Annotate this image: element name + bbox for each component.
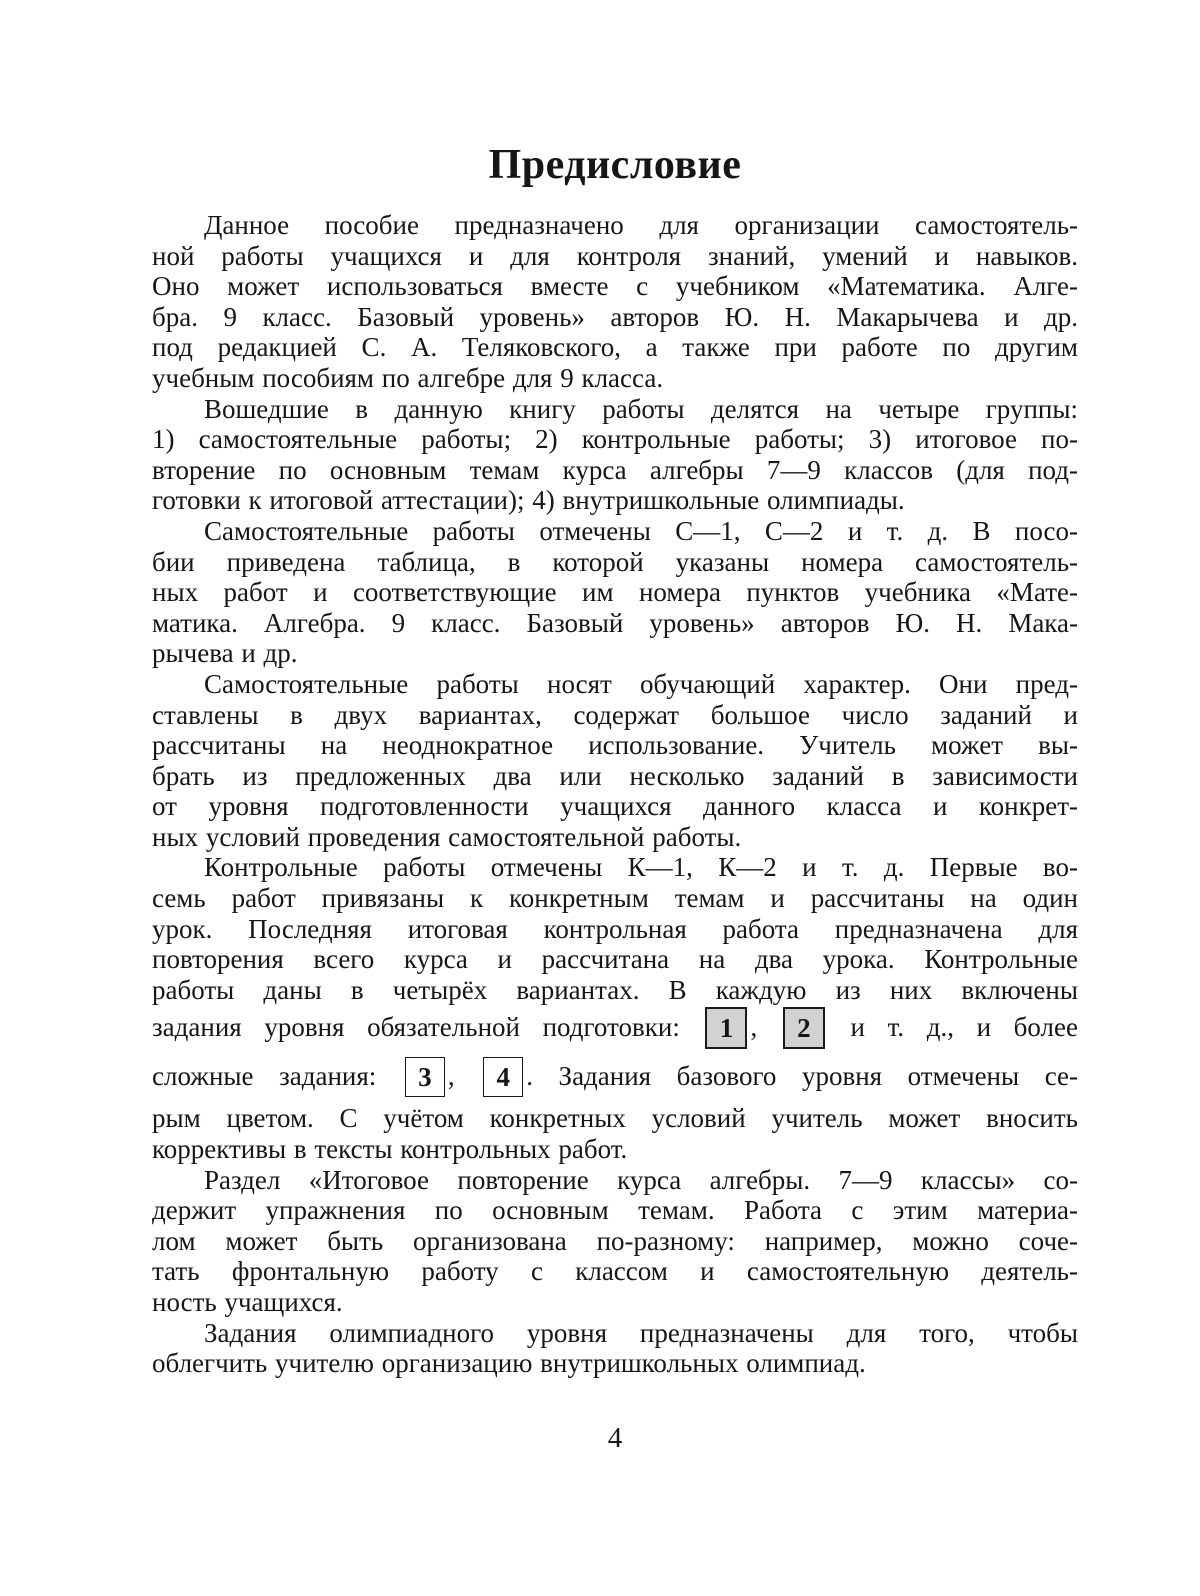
text-segment: лом может быть организована по-разному: например, можно соче- <box>152 1225 1078 1256</box>
text-line <box>152 1103 1078 1134</box>
text-line <box>152 1287 1078 1318</box>
text-segment: Самостоятельные работы отмечены С—1, С—2 и т. д. В посо- <box>204 515 1078 546</box>
text-segment: готовки к итоговой аттестации); 4) внутришкольные олимпиады. <box>152 485 905 516</box>
text-segment: бии приведена таблица, в которой указаны номера самостоятель- <box>152 546 1078 577</box>
text-line <box>152 944 1078 975</box>
text-segment: задания уровня обязательной подготовки: <box>152 1012 703 1043</box>
paragraph <box>152 210 1078 394</box>
text-segment: держит упражнения по основным темам. Работа с этим материа- <box>152 1195 1078 1226</box>
text-segment: Контрольные работы отмечены К—1, К—2 и т. д. Первые во- <box>204 852 1078 883</box>
text-segment: Данное пособие предназначено для организации самостоятель- <box>204 210 1078 240</box>
text-line <box>152 241 1078 272</box>
text-segment: ных условий проведения самостоятельной работы. <box>152 821 742 852</box>
paragraph <box>152 852 1078 1164</box>
text-segment: облегчить учителю организацию внутришкольных олимпиад. <box>152 1348 866 1379</box>
paragraph <box>152 394 1078 516</box>
text-line <box>152 1134 1078 1165</box>
text-line <box>152 394 1078 425</box>
text-line <box>152 852 1078 883</box>
text-segment: учебным пособиям по алгебре для 9 класса. <box>152 362 664 393</box>
text-line <box>152 516 1078 547</box>
text-line <box>152 1256 1078 1287</box>
text-line <box>152 271 1078 302</box>
text-segment: урок. Последняя итоговая контрольная работа предназначена для <box>152 913 1078 944</box>
text-segment: 1) самостоятельные работы; 2) контрольные работы; 3) итоговое по- <box>152 424 1078 455</box>
text-segment: Задания олимпиадного уровня предназначены для того, чтобы <box>204 1317 1078 1348</box>
paragraph <box>152 516 1078 669</box>
text-segment: и т. д., и более <box>827 1012 1079 1043</box>
text-line <box>152 638 1078 669</box>
text-segment: . Задания базового уровня отмечены се- <box>526 1061 1079 1092</box>
task-number-box-white: 3 <box>405 1057 445 1097</box>
text-line <box>152 547 1078 578</box>
text-segment: семь работ привязаны к конкретным темам и рассчитаны на один <box>152 883 1078 914</box>
text-line <box>152 1226 1078 1257</box>
text-segment: повторения всего курса и рассчитана на два урока. Контрольные <box>152 944 1078 975</box>
text-segment: тать фронтальную работу с классом и самостоятельную деятель- <box>152 1256 1078 1287</box>
task-number-box-white: 4 <box>483 1057 523 1097</box>
text-line <box>152 485 1078 516</box>
text-line <box>152 577 1078 608</box>
text-segment: , <box>750 1012 780 1043</box>
text-segment: рычева и др. <box>152 638 298 669</box>
page-number: 4 <box>607 1422 623 1454</box>
text-segment: рассчитаны на неоднократное использование. Учитель может вы- <box>152 730 1078 761</box>
task-number-box-gray: 1 <box>705 1007 747 1049</box>
text-segment: под редакцией С. А. Теляковского, а также при работе по другим <box>152 332 1078 363</box>
page-content <box>152 140 1078 1379</box>
page-title: Предисловие <box>488 142 742 188</box>
text-line <box>152 730 1078 761</box>
text-line <box>152 1005 1078 1055</box>
text-line <box>152 669 1078 700</box>
text-line <box>152 210 1078 241</box>
text-line <box>152 883 1078 914</box>
text-segment: вторение по основным темам курса алгебры 7—9 классов (для под- <box>152 454 1078 485</box>
text-line <box>152 791 1078 822</box>
text-segment: коррективы в тексты контрольных работ. <box>152 1134 628 1165</box>
text-segment: работы даны в четырёх вариантах. В каждую из них включены <box>152 974 1078 1005</box>
text-line <box>152 424 1078 455</box>
preface-body <box>152 210 1078 1379</box>
text-segment: рым цветом. С учётом конкретных условий учитель может вносить <box>152 1103 1078 1134</box>
task-number-box-gray: 2 <box>783 1007 825 1049</box>
text-segment: бра. 9 класс. Базовый уровень» авторов Ю. Н. Макарычева и др. <box>152 301 1078 332</box>
text-segment: матика. Алгебра. 9 класс. Базовый уровень» авторов Ю. Н. Мака- <box>152 607 1078 638</box>
text-line <box>152 700 1078 731</box>
text-segment: сложные задания: <box>152 1061 402 1092</box>
text-line <box>152 822 1078 853</box>
text-line <box>152 975 1078 1006</box>
text-line <box>152 1318 1078 1349</box>
text-segment: ставлены в двух вариантах, содержат большое число заданий и <box>152 699 1078 730</box>
text-line <box>152 332 1078 363</box>
text-segment: ной работы учащихся и для контроля знаний, умений и навыков. <box>152 240 1078 271</box>
paragraph <box>152 669 1078 853</box>
text-line <box>152 1348 1078 1379</box>
text-line <box>152 914 1078 945</box>
text-line <box>152 363 1078 394</box>
text-segment: Самостоятельные работы носят обучающий характер. Они пред- <box>204 668 1078 699</box>
text-line <box>152 1055 1078 1103</box>
text-line <box>152 761 1078 792</box>
text-segment: брать из предложенных два или несколько заданий в зависимости <box>152 760 1078 791</box>
text-segment: Оно может использоваться вместе с учебником «Математика. Алге- <box>152 271 1078 302</box>
text-segment: ных работ и соответствующие им номера пунктов учебника «Мате- <box>152 577 1078 608</box>
text-segment: от уровня подготовленности учащихся данного класса и конкрет- <box>152 791 1078 822</box>
paragraph <box>152 1165 1078 1318</box>
text-line <box>152 608 1078 639</box>
text-segment: Раздел «Итоговое повторение курса алгебры. 7—9 классы» со- <box>204 1164 1078 1195</box>
text-line <box>152 1165 1078 1196</box>
paragraph <box>152 1318 1078 1379</box>
text-line <box>152 1195 1078 1226</box>
text-line <box>152 302 1078 333</box>
text-line <box>152 455 1078 486</box>
text-segment: , <box>447 1061 481 1092</box>
text-segment: Вошедшие в данную книгу работы делятся на четыре группы: <box>204 393 1078 424</box>
text-segment: ность учащихся. <box>152 1287 343 1317</box>
